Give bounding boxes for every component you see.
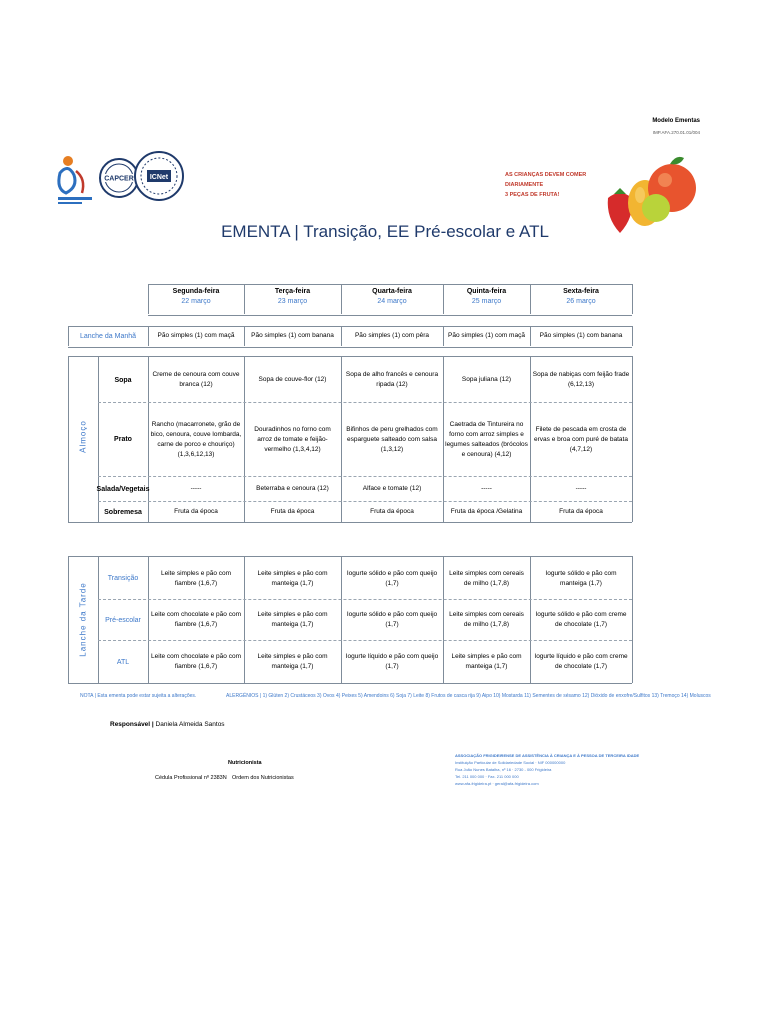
grid-line	[148, 326, 149, 346]
prato-cell: Rancho (macarronete, grão de bico, cenoura, couve lombarda, carne de porco e chouriço) (1,3,6,12,13)	[150, 420, 242, 458]
atl-cell: Iogurte líquido e pão com queijo (1,7)	[345, 653, 439, 670]
model-code: IMP.AFA.270.01.01/004	[652, 130, 700, 135]
grid-line	[341, 326, 342, 346]
grid-line	[68, 356, 69, 522]
prato-cell: Caetrada de Tintureira no forno com arroz simples e legumes salteados (brócolos e cenoura) (4,12)	[445, 420, 528, 458]
responsavel-name: Daniela Almeida Santos	[155, 721, 225, 728]
sobremesa-cell: Fruta da época	[270, 508, 315, 515]
grid-line	[632, 284, 633, 314]
cedula-profissional: Cédula Profissional nº 2383N	[155, 775, 227, 781]
grid-line	[530, 326, 531, 346]
fruit-message-line-1: AS CRIANÇAS DEVEM COMER DIARIAMENTE	[505, 172, 587, 188]
day-date: 23 março	[277, 298, 308, 305]
almoco-section-label: Almoço	[78, 420, 88, 453]
nota-text: NOTA | Esta ementa pode estar sujeita a alterações.	[80, 693, 197, 699]
lanche-manha-cell: Pão simples (1) com banana	[539, 332, 623, 339]
fruit-message-line-2: 3 PEÇAS DE FRUTA!	[505, 192, 560, 198]
prato-cell: Bifinhos de peru grelhados com esparguete salteado com salsa (1,3,12)	[346, 425, 438, 453]
capcer-logo-text: CAPCER	[104, 175, 134, 183]
grid-line	[341, 284, 342, 314]
nutricionista-title: Nutricionista	[228, 760, 262, 766]
sobremesa-cell: Fruta da época	[370, 508, 414, 515]
pre-escolar-cell: Iogurte sólido e pão com creme de chocolate (1,7)	[535, 611, 627, 628]
grid-line	[244, 284, 245, 314]
grid-line	[68, 522, 632, 523]
day-name: Sexta-feira	[563, 288, 599, 295]
pre-escolar-label: Pré-escolar	[105, 616, 141, 624]
salada-cell: -----	[481, 485, 492, 492]
atl-cell: Leite com chocolate e pão com fiambre (1,6,7)	[151, 653, 241, 670]
transicao-cell: Iogurte sólido e pão com manteiga (1,7)	[545, 569, 617, 587]
lanche-tarde-section-label: Lanche da Tarde	[78, 582, 88, 657]
atl-label: ATL	[116, 658, 130, 666]
organization-line: Tel. 211 000 000 · Fax. 211 000 000	[455, 774, 519, 779]
alergenios-text: ALERGÉNIOS | 1) Glúten 2) Crustáceos 3) Ovos 4) Peixes 5) Amendoins 6) Soja 7) Leite 8) Frutos de casca rija 9) Aipo 10) Mostarda 11) Sementes de sésamo 12) Dióxido de enxofre/Sulfitos 13) Tremoço 14) Moluscos	[226, 693, 711, 699]
day-date: 24 março	[377, 298, 407, 305]
grid-line	[443, 326, 444, 346]
sobremesa-label: Sobremesa	[104, 508, 142, 516]
sopa-label: Sopa	[114, 376, 132, 384]
day-name: Terça-feira	[274, 288, 311, 295]
day-name: Quarta-feira	[372, 288, 412, 295]
day-header-tuesday	[244, 284, 341, 314]
lanche-manha-label: Lanche da Manhã	[79, 332, 137, 340]
day-header-wednesday	[341, 284, 443, 314]
model-title: Modelo Ementas	[652, 118, 700, 124]
fruit-message	[505, 170, 615, 200]
lanche-manha-cell: Pão simples (1) com banana	[251, 332, 334, 339]
atl-cell: Iogurte líquido e pão com creme de chocolate (1,7)	[534, 653, 628, 670]
grid-line	[68, 556, 632, 557]
grid-line	[68, 326, 69, 346]
sopa-cell: Sopa de couve-flor (12)	[258, 376, 327, 383]
grid-line	[68, 556, 69, 683]
responsavel	[110, 721, 225, 728]
salada-label: Salada/Vegetais	[96, 485, 150, 493]
grid-line	[632, 326, 633, 346]
day-name: Segunda-feira	[172, 288, 220, 295]
atl-cell: Leite simples e pão com manteiga (1,7)	[257, 653, 328, 670]
salada-cell: Alface e tomate (12)	[362, 485, 422, 492]
transicao-cell: Leite simples e pão com fiambre (1,6,7)	[160, 569, 232, 587]
pre-escolar-cell: Leite simples com cereais de milho (1,7,8)	[449, 611, 524, 628]
menu-title: EMENTA | Transição, EE Pré-escolar e ATL	[221, 222, 549, 241]
salada-cell: -----	[575, 485, 587, 492]
atl-cell: Leite simples e pão com manteiga (1,7)	[451, 653, 522, 670]
day-date: 22 março	[181, 298, 211, 305]
pre-escolar-cell: Iogurte sólido e pão com queijo (1,7)	[346, 611, 438, 628]
prato-cell: Filete de pescada em crosta de ervas e broa com puré de batata (4,7,12)	[534, 425, 628, 453]
grid-line	[530, 284, 531, 314]
pre-escolar-cell: Leite com chocolate e pão com fiambre (1,6,7)	[151, 611, 241, 628]
pre-escolar-cell: Leite simples e pão com manteiga (1,7)	[257, 611, 328, 628]
grid-line	[443, 284, 444, 314]
grid-line	[244, 326, 245, 346]
sopa-cell: Sopa de alho francês e cenoura ripada (12)	[345, 371, 439, 388]
grid-line	[632, 356, 633, 522]
day-name: Quinta-feira	[466, 288, 507, 295]
transicao-cell: Leite simples com cereais de milho (1,7,8)	[449, 569, 524, 587]
day-header-friday	[530, 284, 632, 314]
organization-line: Rua João Nunes Batalha, nº 16 · 2730 - 000 Frigideira	[455, 767, 552, 772]
sopa-cell: Sopa juliana (12)	[461, 376, 512, 383]
day-date: 26 março	[566, 298, 596, 305]
day-header-thursday	[443, 284, 530, 314]
grid-line	[148, 284, 149, 314]
lanche-manha-cell: Pão simples (1) com maçã	[157, 332, 235, 339]
organization-name: ASSOCIAÇÃO FRIGIDEIRENSE DE ASSISTÊNCIA À CRIANÇA E À PESSOA DE TERCEIRA IDADE	[455, 753, 640, 758]
aba-logo	[52, 153, 100, 209]
grid-line	[68, 683, 632, 684]
organization-info	[455, 752, 655, 787]
day-date: 25 março	[471, 298, 502, 305]
certification-seal-logo	[133, 150, 185, 202]
salada-cell: -----	[190, 485, 202, 492]
prato-cell: Douradinhos no forno com arroz de tomate e feijão-vermelho (1,3,4,12)	[254, 425, 331, 453]
lanche-manha-cell: Pão simples (1) com maçã	[448, 332, 525, 339]
sopa-cell: Sopa de nabiças com feijão frade (6,12,13)	[532, 371, 630, 388]
ordem-nutricionistas: Ordem dos Nutricionistas	[232, 775, 294, 781]
sobremesa-cell: Fruta da época	[559, 508, 603, 515]
transicao-cell: Leite simples e pão com manteiga (1,7)	[257, 569, 328, 587]
grid-line	[68, 356, 632, 357]
sopa-cell: Creme de cenoura com couve branca (12)	[152, 371, 240, 388]
responsavel-label: Responsável |	[110, 721, 154, 728]
organization-line: www.afa-frigideira.pt · geral@afa-frigideira.com	[455, 781, 539, 786]
transicao-cell: Iogurte sólido e pão com queijo (1,7)	[346, 569, 438, 587]
day-header-monday	[148, 284, 244, 314]
prato-label: Prato	[114, 436, 132, 443]
organization-line: Instituição Particular de Solidariedade Social · NIF 000000000	[455, 760, 566, 765]
sobremesa-cell: Fruta da época	[174, 508, 218, 515]
salada-cell: Beterraba e cenoura (12)	[256, 485, 329, 492]
grid-line	[632, 556, 633, 683]
lanche-manha-cell: Pão simples (1) com pêra	[354, 332, 430, 339]
transicao-label: Transição	[107, 575, 139, 582]
sobremesa-cell: Fruta da época /Gelatina	[450, 508, 523, 515]
seal-logo-text: ICNet	[149, 174, 169, 181]
